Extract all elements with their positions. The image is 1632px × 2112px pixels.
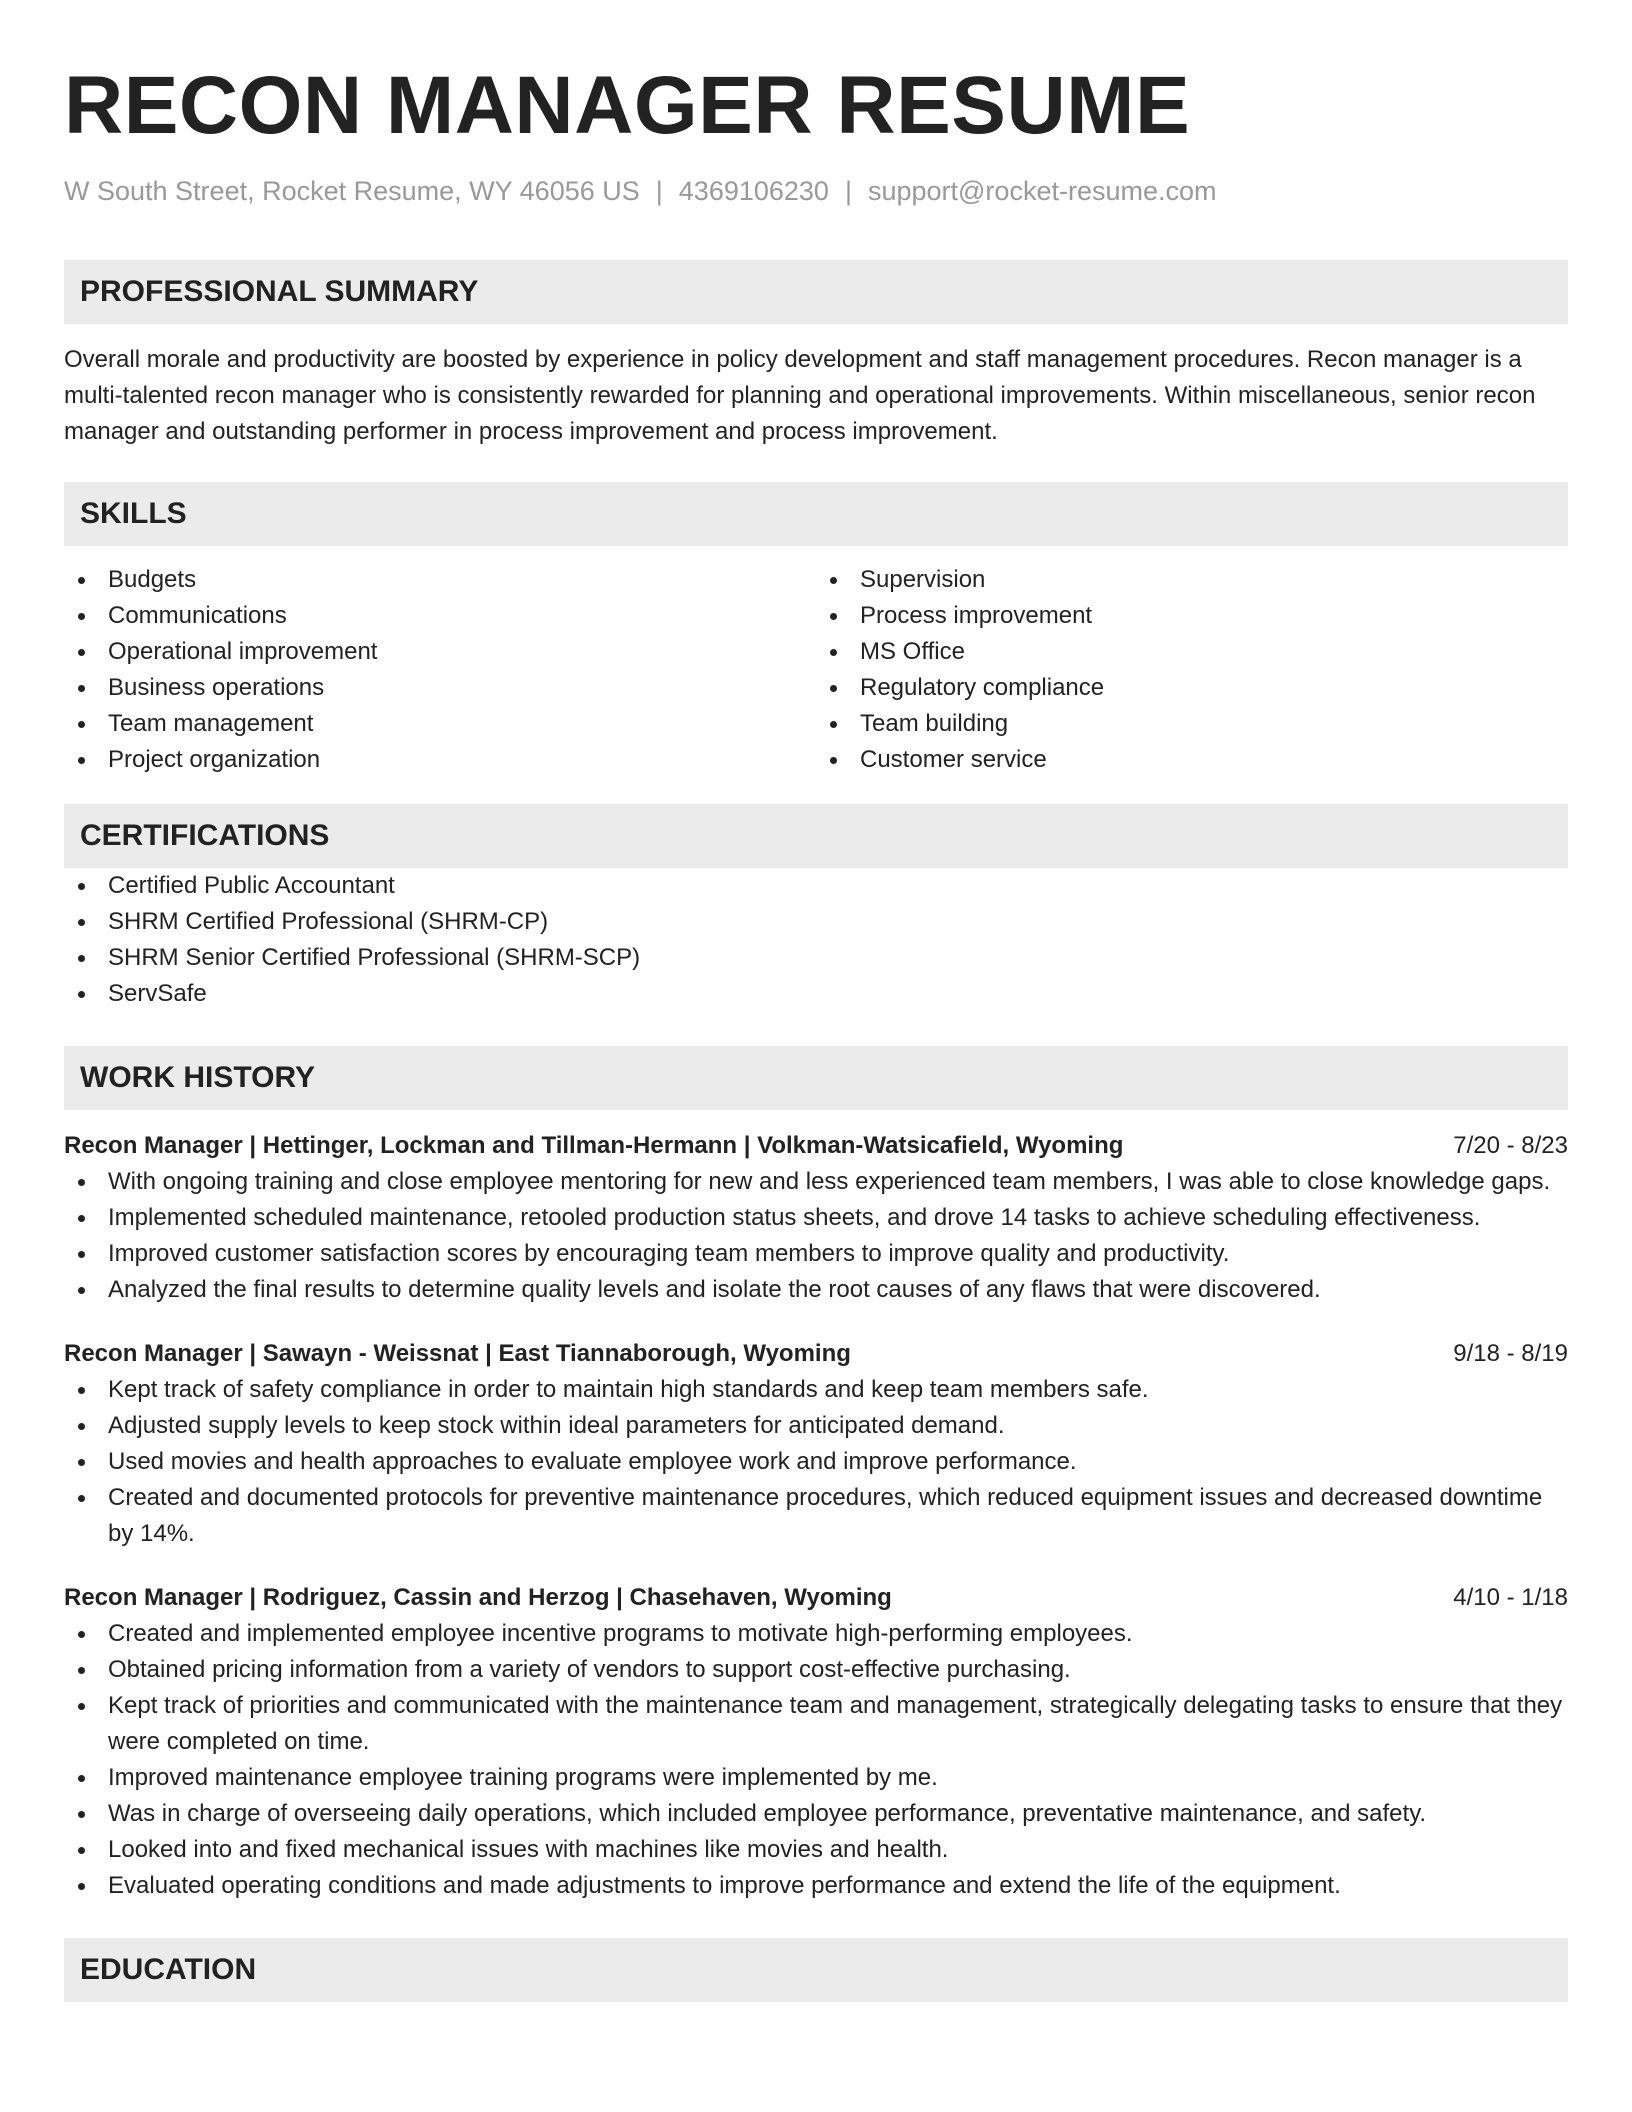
job-bullet: Kept track of priorities and communicated with the maintenance team and management, strategically delegating tasks to ensure that they were completed on time. — [64, 1688, 1568, 1760]
job-bullet: Improved customer satisfaction scores by encouraging team members to improve quality and productivity. — [64, 1236, 1568, 1272]
job-header — [64, 1336, 1568, 1372]
job-bullet: Adjusted supply levels to keep stock within ideal parameters for anticipated demand. — [64, 1408, 1568, 1444]
job-bullet: Evaluated operating conditions and made adjustments to improve performance and extend the life of the equipment. — [64, 1868, 1568, 1904]
skill-item: Budgets — [64, 562, 816, 598]
job-title: Recon Manager | Rodriguez, Cassin and Herzog | Chasehaven, Wyoming — [64, 1584, 892, 1611]
skills-column-right — [816, 562, 1568, 778]
section-heading-education: EDUCATION — [64, 1938, 1568, 2002]
job-dates: 7/20 - 8/23 — [1453, 1132, 1568, 1159]
contact-separator: | — [655, 176, 663, 206]
summary-text: Overall morale and productivity are boosted by experience in policy development and staff management procedures. Recon manager is a multi-talented recon manager who is consistently rewarded for planning and operational improvements. Within miscellaneous, senior recon manager and outstanding performer in process improvement and process improvement. — [64, 346, 1536, 445]
skill-item: MS Office — [816, 634, 1568, 670]
contact-phone: 4369106230 — [678, 176, 829, 206]
certifications-list — [64, 868, 1568, 1012]
job-bullet: Analyzed the final results to determine quality levels and isolate the root causes of any flaws that were discovered. — [64, 1272, 1568, 1308]
job-bullets — [64, 1164, 1568, 1308]
certification-item: Certified Public Accountant — [64, 868, 1568, 904]
certification-item: SHRM Certified Professional (SHRM-CP) — [64, 904, 1568, 940]
skills-list — [64, 562, 1568, 778]
job-header — [64, 1128, 1568, 1164]
job-bullet: Created and documented protocols for preventive maintenance procedures, which reduced equipment issues and decreased downtime by 14%. — [64, 1480, 1568, 1552]
job-dates: 4/10 - 1/18 — [1453, 1584, 1568, 1611]
skill-item: Team management — [64, 706, 816, 742]
certification-item: SHRM Senior Certified Professional (SHRM-SCP) — [64, 940, 1568, 976]
job-bullet: With ongoing training and close employee mentoring for new and less experienced team members, I was able to close knowledge gaps. — [64, 1164, 1568, 1200]
job-dates: 9/18 - 8/19 — [1453, 1340, 1568, 1367]
skill-item: Team building — [816, 706, 1568, 742]
section-heading-summary: PROFESSIONAL SUMMARY — [64, 260, 1568, 324]
resume-title: RECON MANAGER RESUME — [64, 60, 1191, 151]
skill-item: Process improvement — [816, 598, 1568, 634]
contact-line — [64, 174, 1568, 208]
skill-item: Communications — [64, 598, 816, 634]
job-entry — [64, 1580, 1568, 1904]
job-title: Recon Manager | Hettinger, Lockman and Tillman-Hermann | Volkman-Watsicafield, Wyoming — [64, 1132, 1124, 1159]
job-bullet: Looked into and fixed mechanical issues with machines like movies and health. — [64, 1832, 1568, 1868]
skill-item: Operational improvement — [64, 634, 816, 670]
skill-item: Supervision — [816, 562, 1568, 598]
skill-item: Project organization — [64, 742, 816, 778]
contact-address: W South Street, Rocket Resume, WY 46056 US — [64, 176, 640, 206]
job-bullet: Was in charge of overseeing daily operations, which included employee performance, preventative maintenance, and safety. — [64, 1796, 1568, 1832]
job-bullet: Used movies and health approaches to evaluate employee work and improve performance. — [64, 1444, 1568, 1480]
contact-separator: | — [844, 176, 852, 206]
job-bullet: Obtained pricing information from a variety of vendors to support cost-effective purchasing. — [64, 1652, 1568, 1688]
job-entry — [64, 1336, 1568, 1552]
skill-item: Regulatory compliance — [816, 670, 1568, 706]
section-heading-work-history: WORK HISTORY — [64, 1046, 1568, 1110]
certification-item: ServSafe — [64, 976, 1568, 1012]
job-entry — [64, 1128, 1568, 1308]
job-bullet: Implemented scheduled maintenance, retooled production status sheets, and drove 14 tasks to achieve scheduling effectiveness. — [64, 1200, 1568, 1236]
skills-column-left — [64, 562, 816, 778]
section-heading-skills: SKILLS — [64, 482, 1568, 546]
job-bullet: Kept track of safety compliance in order to maintain high standards and keep team members safe. — [64, 1372, 1568, 1408]
section-heading-certifications: CERTIFICATIONS — [64, 804, 1568, 868]
job-bullets — [64, 1616, 1568, 1904]
job-bullets — [64, 1372, 1568, 1552]
skill-item: Customer service — [816, 742, 1568, 778]
job-header — [64, 1580, 1568, 1616]
job-title: Recon Manager | Sawayn - Weissnat | East Tiannaborough, Wyoming — [64, 1340, 851, 1367]
contact-email: support@rocket-resume.com — [867, 176, 1217, 206]
job-bullet: Created and implemented employee incentive programs to motivate high-performing employees. — [64, 1616, 1568, 1652]
job-bullet: Improved maintenance employee training programs were implemented by me. — [64, 1760, 1568, 1796]
skill-item: Business operations — [64, 670, 816, 706]
